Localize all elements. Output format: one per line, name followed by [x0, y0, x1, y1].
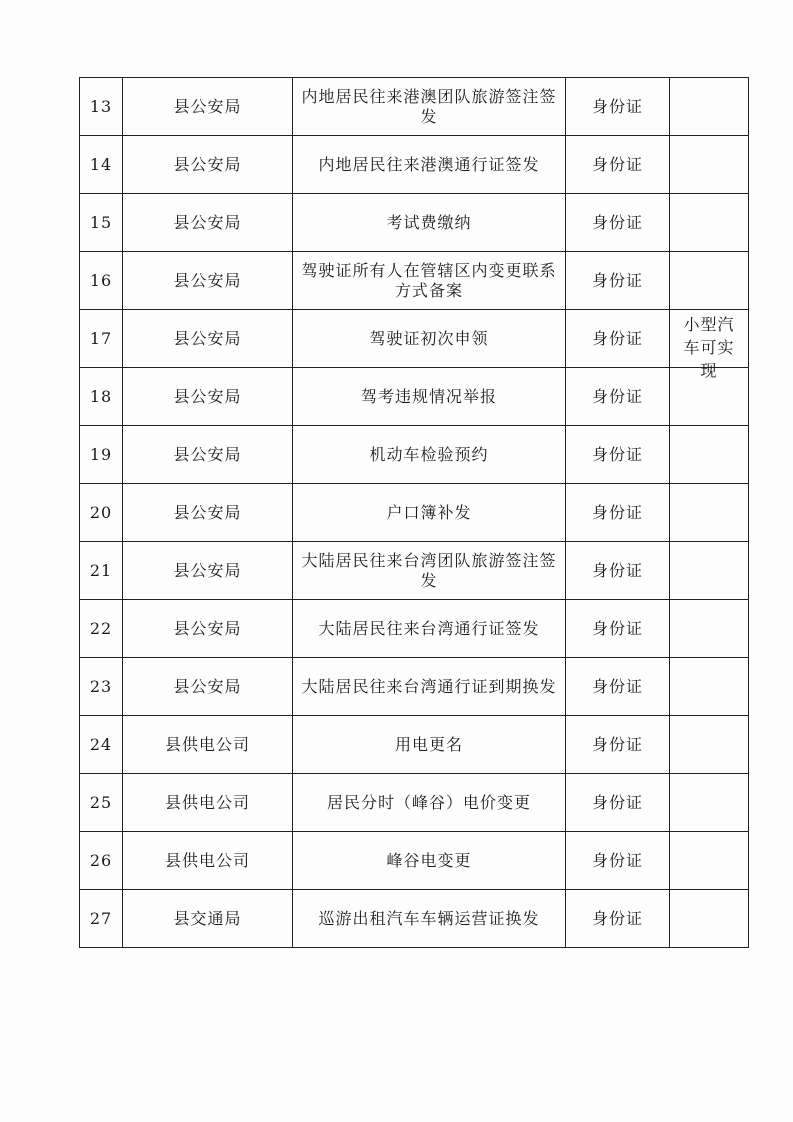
note-text: 小型汽车可实现	[683, 315, 735, 380]
service-item-cell: 考试费缴纳	[293, 194, 566, 252]
table-row	[80, 426, 749, 484]
service-item-cell: 巡游出租汽车车辆运营证换发	[293, 890, 566, 948]
row-number-cell: 24	[80, 716, 123, 774]
required-document-cell: 身份证	[566, 310, 670, 368]
department-cell: 县公安局	[123, 136, 293, 194]
note-cell	[670, 774, 749, 832]
service-item-cell: 驾驶证所有人在管辖区内变更联系方式备案	[293, 252, 566, 310]
table-row	[80, 600, 749, 658]
row-number-cell: 14	[80, 136, 123, 194]
required-document-cell: 身份证	[566, 716, 670, 774]
service-item-cell: 机动车检验预约	[293, 426, 566, 484]
table-row	[80, 890, 749, 948]
row-number-cell: 25	[80, 774, 123, 832]
table-row	[80, 542, 749, 600]
service-item-cell: 内地居民往来港澳团队旅游签注签发	[293, 78, 566, 136]
department-cell: 县公安局	[123, 310, 293, 368]
row-number-cell: 17	[80, 310, 123, 368]
required-document-cell: 身份证	[566, 890, 670, 948]
service-item-cell: 峰谷电变更	[293, 832, 566, 890]
service-item-cell: 居民分时（峰谷）电价变更	[293, 774, 566, 832]
note-cell	[670, 600, 749, 658]
service-item-cell: 驾考违规情况举报	[293, 368, 566, 426]
department-cell: 县公安局	[123, 426, 293, 484]
table-row	[80, 252, 749, 310]
required-document-cell: 身份证	[566, 252, 670, 310]
row-number-cell: 13	[80, 78, 123, 136]
department-cell: 县交通局	[123, 890, 293, 948]
service-item-cell: 内地居民往来港澳通行证签发	[293, 136, 566, 194]
row-number-cell: 22	[80, 600, 123, 658]
table-row	[80, 194, 749, 252]
table-row	[80, 484, 749, 542]
service-items-table	[79, 77, 749, 948]
department-cell: 县供电公司	[123, 774, 293, 832]
table-row	[80, 774, 749, 832]
note-cell	[670, 542, 749, 600]
department-cell: 县公安局	[123, 658, 293, 716]
service-item-cell: 驾驶证初次申领	[293, 310, 566, 368]
required-document-cell: 身份证	[566, 832, 670, 890]
note-cell	[670, 484, 749, 542]
required-document-cell: 身份证	[566, 484, 670, 542]
required-document-cell: 身份证	[566, 426, 670, 484]
note-cell	[670, 716, 749, 774]
table-row	[80, 832, 749, 890]
required-document-cell: 身份证	[566, 600, 670, 658]
note-cell	[670, 194, 749, 252]
table-row	[80, 658, 749, 716]
row-number-cell: 15	[80, 194, 123, 252]
department-cell: 县公安局	[123, 252, 293, 310]
department-cell: 县供电公司	[123, 832, 293, 890]
row-number-cell: 27	[80, 890, 123, 948]
required-document-cell: 身份证	[566, 658, 670, 716]
service-item-cell: 户口簿补发	[293, 484, 566, 542]
table-row	[80, 310, 749, 368]
service-item-cell: 大陆居民往来台湾团队旅游签注签发	[293, 542, 566, 600]
service-item-cell: 用电更名	[293, 716, 566, 774]
required-document-cell: 身份证	[566, 368, 670, 426]
note-cell	[670, 252, 749, 310]
row-number-cell: 19	[80, 426, 123, 484]
department-cell: 县公安局	[123, 600, 293, 658]
row-number-cell: 23	[80, 658, 123, 716]
row-number-cell: 16	[80, 252, 123, 310]
table-row	[80, 368, 749, 426]
required-document-cell: 身份证	[566, 774, 670, 832]
department-cell: 县公安局	[123, 194, 293, 252]
service-item-cell: 大陆居民往来台湾通行证到期换发	[293, 658, 566, 716]
row-number-cell: 26	[80, 832, 123, 890]
required-document-cell: 身份证	[566, 542, 670, 600]
note-cell	[670, 890, 749, 948]
service-item-cell: 大陆居民往来台湾通行证签发	[293, 600, 566, 658]
required-document-cell: 身份证	[566, 78, 670, 136]
note-cell	[670, 426, 749, 484]
row-number-cell: 18	[80, 368, 123, 426]
note-cell	[670, 136, 749, 194]
required-document-cell: 身份证	[566, 194, 670, 252]
department-cell: 县公安局	[123, 78, 293, 136]
table-body	[80, 78, 749, 948]
required-document-cell: 身份证	[566, 136, 670, 194]
department-cell: 县供电公司	[123, 716, 293, 774]
row-number-cell: 20	[80, 484, 123, 542]
note-cell	[670, 310, 749, 380]
table-row	[80, 716, 749, 774]
department-cell: 县公安局	[123, 542, 293, 600]
note-cell	[670, 832, 749, 890]
table-row	[80, 136, 749, 194]
table-row	[80, 78, 749, 136]
department-cell: 县公安局	[123, 484, 293, 542]
row-number-cell: 21	[80, 542, 123, 600]
department-cell: 县公安局	[123, 368, 293, 426]
note-cell	[670, 658, 749, 716]
note-cell	[670, 78, 749, 136]
